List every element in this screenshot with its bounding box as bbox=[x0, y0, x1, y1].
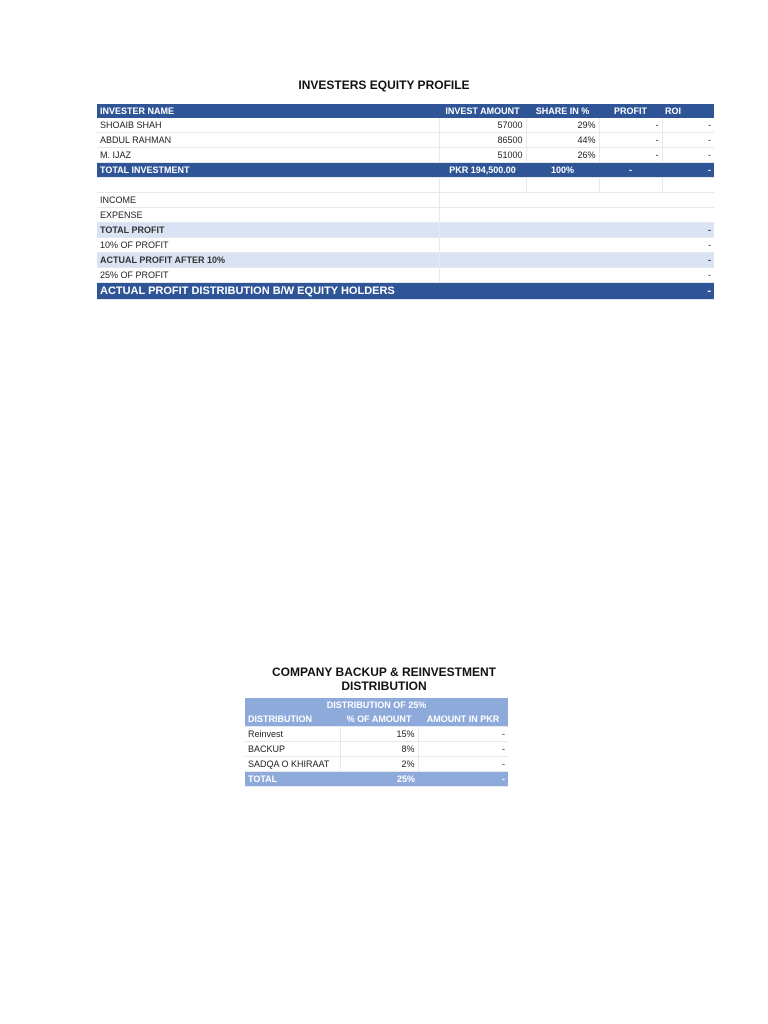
ten-percent-value: - bbox=[439, 238, 714, 253]
investor-roi: - bbox=[662, 118, 714, 133]
expense-label: EXPENSE bbox=[97, 208, 439, 223]
backup-table bbox=[245, 698, 508, 787]
backup-title-line2: DISTRIBUTION bbox=[341, 679, 427, 693]
equity-header-row bbox=[97, 104, 714, 118]
investor-name: M. IJAZ bbox=[97, 148, 439, 163]
income-value bbox=[439, 193, 714, 208]
profit-after-ten-value: - bbox=[439, 253, 714, 268]
investor-share: 44% bbox=[526, 133, 599, 148]
expense-row bbox=[97, 208, 714, 223]
header-percent-amount: % OF AMOUNT bbox=[340, 712, 418, 727]
investor-profit: - bbox=[599, 133, 662, 148]
investor-roi: - bbox=[662, 133, 714, 148]
backup-total-percent: 25% bbox=[340, 772, 418, 787]
distribution-row bbox=[97, 283, 714, 300]
investor-share: 29% bbox=[526, 118, 599, 133]
header-distribution: DISTRIBUTION bbox=[245, 712, 340, 727]
investor-roi: - bbox=[662, 148, 714, 163]
twentyfive-percent-value: - bbox=[439, 268, 714, 283]
investor-amount: 51000 bbox=[439, 148, 526, 163]
blank-row bbox=[97, 178, 714, 193]
equity-title: INVESTERS EQUITY PROFILE bbox=[298, 78, 470, 92]
backup-total-row bbox=[245, 772, 508, 787]
twentyfive-percent-row bbox=[97, 268, 714, 283]
income-label: INCOME bbox=[97, 193, 439, 208]
table-row bbox=[245, 757, 508, 772]
total-investment-label: TOTAL INVESTMENT bbox=[97, 163, 439, 178]
distribution-name: Reinvest bbox=[245, 727, 340, 742]
backup-total-label: TOTAL bbox=[245, 772, 340, 787]
investor-profit: - bbox=[599, 118, 662, 133]
distribution-amount: - bbox=[418, 742, 508, 757]
distribution-percent: 8% bbox=[340, 742, 418, 757]
backup-total-amount: - bbox=[418, 772, 508, 787]
investor-amount: 86500 bbox=[439, 133, 526, 148]
total-profit-label: TOTAL PROFIT bbox=[97, 223, 439, 238]
header-amount-pkr: AMOUNT IN PKR bbox=[418, 712, 508, 727]
profit-after-ten-row bbox=[97, 253, 714, 268]
profit-after-ten-label: ACTUAL PROFIT AFTER 10% bbox=[97, 253, 439, 268]
distribution-amount: - bbox=[418, 727, 508, 742]
distribution-amount: - bbox=[418, 757, 508, 772]
distribution-name: BACKUP bbox=[245, 742, 340, 757]
expense-value bbox=[439, 208, 714, 223]
distribution-name: SADQA O KHIRAAT bbox=[245, 757, 340, 772]
equity-table bbox=[97, 104, 714, 300]
total-investment-row bbox=[97, 163, 714, 178]
table-row bbox=[97, 118, 714, 133]
table-row bbox=[245, 742, 508, 757]
investor-amount: 57000 bbox=[439, 118, 526, 133]
table-row bbox=[97, 133, 714, 148]
total-profit-value: - bbox=[439, 223, 714, 238]
header-share: SHARE IN % bbox=[526, 104, 599, 118]
table-row bbox=[245, 727, 508, 742]
header-investor-name: INVESTER NAME bbox=[97, 104, 439, 118]
total-investment-amount: PKR 194,500.00 bbox=[439, 163, 526, 178]
twentyfive-percent-label: 25% OF PROFIT bbox=[97, 268, 439, 283]
distribution-label: ACTUAL PROFIT DISTRIBUTION B/W EQUITY HOLDERS bbox=[97, 283, 662, 300]
header-profit: PROFIT bbox=[599, 104, 662, 118]
total-investment-roi: - bbox=[662, 163, 714, 178]
table-row bbox=[97, 148, 714, 163]
ten-percent-row bbox=[97, 238, 714, 253]
ten-percent-label: 10% OF PROFIT bbox=[97, 238, 439, 253]
distribution-percent: 15% bbox=[340, 727, 418, 742]
backup-banner: DISTRIBUTION OF 25% bbox=[245, 698, 508, 712]
backup-title bbox=[0, 665, 768, 693]
investor-name: SHOAIB SHAH bbox=[97, 118, 439, 133]
header-roi: ROI bbox=[662, 104, 714, 118]
investor-name: ABDUL RAHMAN bbox=[97, 133, 439, 148]
total-investment-share: 100% bbox=[526, 163, 599, 178]
total-investment-profit: - bbox=[599, 163, 662, 178]
distribution-percent: 2% bbox=[340, 757, 418, 772]
backup-banner-row bbox=[245, 698, 508, 712]
total-profit-row bbox=[97, 223, 714, 238]
backup-title-line1: COMPANY BACKUP & REINVESTMENT bbox=[271, 665, 497, 679]
header-invest-amount: INVEST AMOUNT bbox=[439, 104, 526, 118]
investor-profit: - bbox=[599, 148, 662, 163]
income-row bbox=[97, 193, 714, 208]
backup-header-row bbox=[245, 712, 508, 727]
distribution-value: - bbox=[662, 283, 714, 300]
investor-share: 26% bbox=[526, 148, 599, 163]
